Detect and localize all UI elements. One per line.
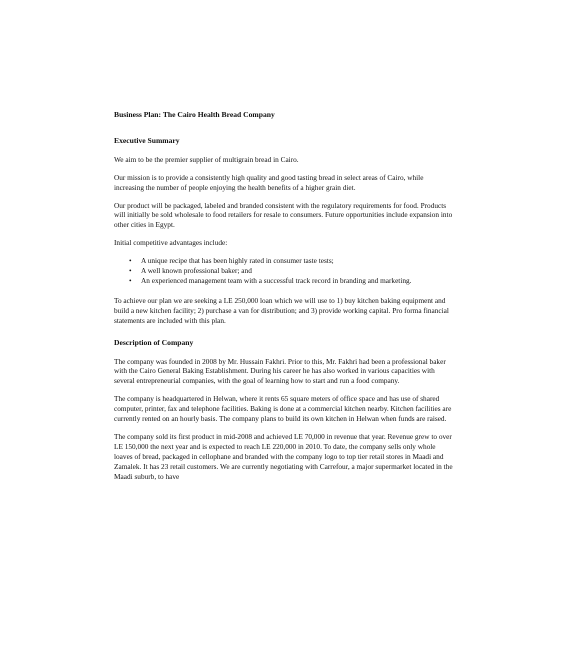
bullet-icon: •: [129, 256, 132, 266]
section-heading-executive-summary: Executive Summary: [114, 135, 180, 145]
section-heading-description-of-company: Description of Company: [114, 337, 194, 347]
paragraph-product: Our product will be packaged, labeled and branded consistent with the regulatory requirements for food. Products will initially be sold wholesale to food retailers for resale to consumers. Future opportunities include expansion into other cities in Egypt.: [114, 200, 453, 230]
list-item-text: An experienced management team with a successful track record in branding and marketing.: [141, 275, 412, 285]
bullet-icon: •: [129, 266, 132, 276]
list-item-text: A unique recipe that has been highly rated in consumer taste tests;: [141, 256, 334, 266]
paragraph-headquarters: The company is headquartered in Helwan, where it rents 65 square meters of office space and has use of shared computer, printer, fax and telephone facilities. Baking is done at a commercial kitchen nearby. Kitchen facilities are currently rented on an hourly basis. The company plans to build its own kitchen in Helwan when funds are raised.: [114, 394, 452, 424]
paragraph-founding: The company was founded in 2008 by Mr. Hussain Fakhri. Prior to this, Mr. Fakhri had been a professional baker with the Cairo General Baking Establishment. During his career he has also worked in various capacities with several entrepreneurial companies, with the goal of learning how to start and run a food company.: [114, 356, 446, 386]
paragraph-mission: Our mission is to provide a consistently high quality and good tasting bread in select areas of Cairo, while increasing the number of people enjoying the health benefits of a higher grain diet.: [114, 172, 424, 192]
list-item: [114, 276, 454, 286]
paragraph-loan: To achieve our plan we are seeking a LE 250,000 loan which we will use to 1) buy kitchen baking equipment and build a new kitchen facility; 2) purchase a van for distribution; and 3) provide working capital. Pro forma financial statements are included with this plan.: [114, 295, 449, 325]
paragraph-revenue: The company sold its first product in mid-2008 and achieved LE 70,000 in revenue that year. Revenue grew to over LE 150,000 the next year and is expected to reach LE 220,000 in 2010. To date, the company sells only whole loaves of bread, packaged in cellophane and branded with the company logo to top tier retail stores in Maadi and Zamalek. It has 23 retail customers. We are currently negotiating with Carrefour, a major supermarket located in the Maadi suburb, to have: [114, 431, 453, 481]
advantages-list: [114, 256, 454, 286]
bullet-icon: •: [129, 275, 132, 285]
list-item-text: A well known professional baker; and: [141, 266, 252, 276]
list-item: [114, 266, 454, 276]
paragraph-aim: We aim to be the premier supplier of multigrain bread in Cairo.: [114, 154, 299, 164]
document-title: Business Plan: The Cairo Health Bread Company: [114, 110, 275, 119]
paragraph-advantages-intro: Initial competitive advantages include:: [114, 238, 228, 248]
list-item: [114, 256, 454, 266]
document-body: [114, 110, 454, 489]
